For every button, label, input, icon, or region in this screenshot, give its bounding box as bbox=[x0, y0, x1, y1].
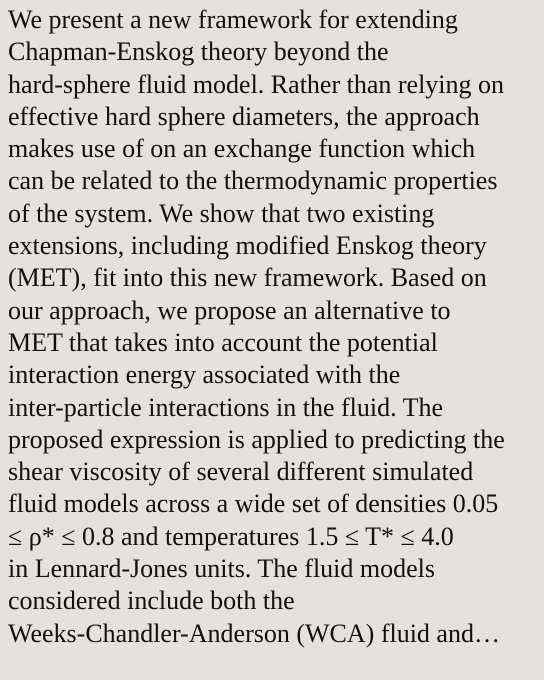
abstract-line: effective hard sphere diameters, the approach bbox=[8, 101, 480, 131]
abstract-line: shear viscosity of several different simulated bbox=[8, 457, 474, 487]
abstract-line: ≤ ρ* ≤ 0.8 and temperatures 1.5 ≤ T* ≤ 4.0 bbox=[8, 521, 454, 551]
abstract-line: considered include both the bbox=[8, 586, 295, 616]
abstract-line: Chapman-Enskog theory beyond the bbox=[8, 37, 389, 67]
abstract-line: fluid models across a wide set of densities 0.05 bbox=[8, 489, 499, 519]
abstract-line: (MET), fit into this new framework. Based on bbox=[8, 263, 487, 293]
abstract-line: We present a new framework for extending bbox=[8, 5, 458, 34]
abstract-line: interaction energy associated with the bbox=[8, 360, 401, 390]
abstract-line: MET that takes into account the potential bbox=[8, 327, 438, 357]
abstract-line: can be related to the thermodynamic properties bbox=[8, 166, 498, 196]
abstract-line: Weeks-Chandler-Anderson (WCA) fluid and… bbox=[8, 618, 500, 648]
abstract-line: hard-sphere fluid model. Rather than relying on bbox=[8, 69, 505, 99]
abstract-line: our approach, we propose an alternative to bbox=[8, 295, 451, 325]
abstract-line: extensions, including modified Enskog theory bbox=[8, 231, 487, 261]
abstract-line: proposed expression is applied to predicting the bbox=[8, 424, 505, 454]
abstract-text bbox=[8, 4, 542, 650]
abstract-line: makes use of on an exchange function which bbox=[8, 134, 476, 164]
abstract-line: inter-particle interactions in the fluid. The bbox=[8, 392, 444, 422]
abstract-line: of the system. We show that two existing bbox=[8, 198, 435, 228]
abstract-line: in Lennard-Jones units. The fluid models bbox=[8, 554, 436, 584]
